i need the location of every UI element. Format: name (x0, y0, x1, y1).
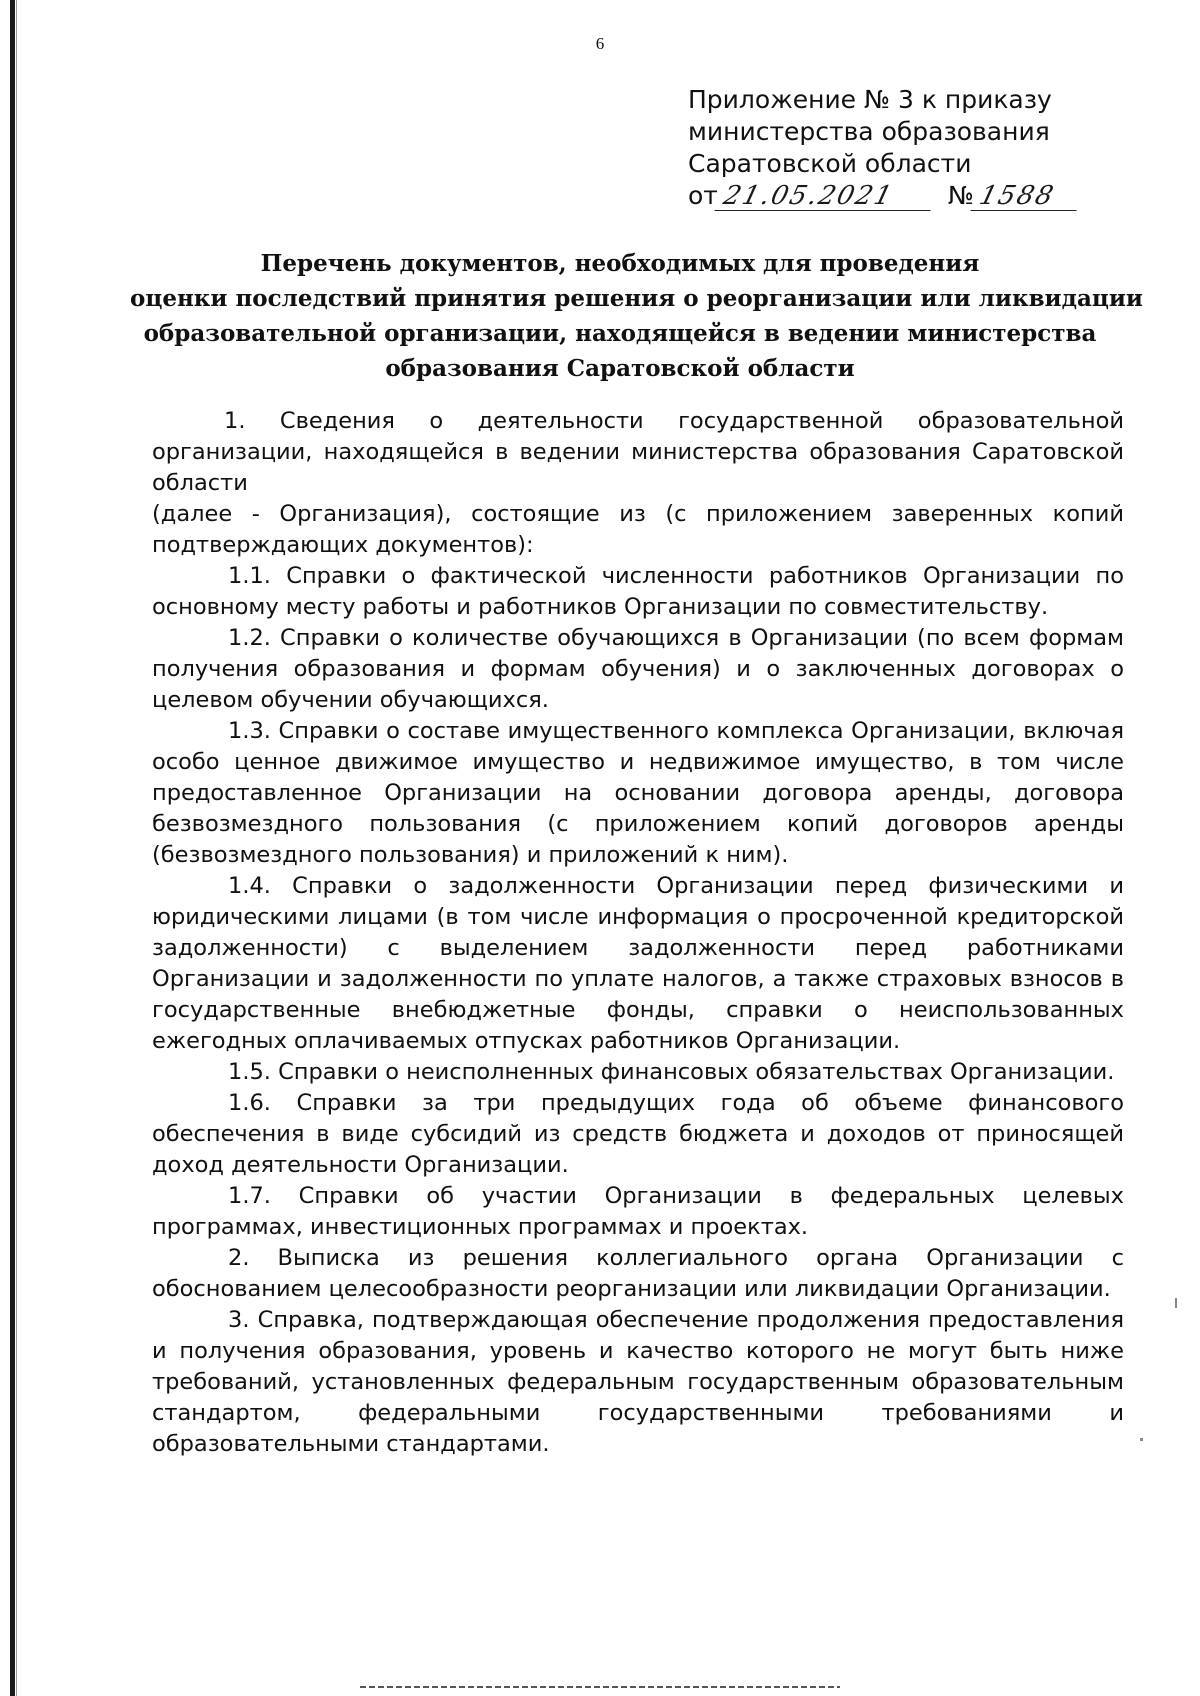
handwritten-date: 21.05.2021 (714, 182, 937, 211)
scan-bottom-artifact (360, 1686, 840, 1688)
handwritten-order-number: 1588 (970, 182, 1083, 211)
item-1-2: 1.2. Справки о количестве обучающихся в Организации (по всем формам получения образования и формам обучения) и о заключенных договорах о целевом обучении обучающихся. (152, 625, 1124, 713)
document-title (130, 246, 1143, 386)
item-1-continuation: (далее - Организация), состоящие из (с приложением заверенных копий подтверждающих документов): (152, 501, 1124, 558)
item-1-1: 1.1. Справки о фактической численности работников Организации по основному месту работы и работников Организации по совместительству. (152, 563, 1124, 620)
document-body (152, 406, 1124, 1460)
item-1: 1. Сведения о деятельности государственной образовательной организации, находящейся в ведении министерства образования Саратовской области (152, 408, 1124, 496)
title-line-1: Перечень документов, необходимых для проведения (260, 250, 980, 277)
item-1-4: 1.4. Справки о задолженности Организации перед физическими и юридическими лицами (в том числе информация о просроченной кредиторской задолженности) с выделением задолженности перед работниками Организации и задолженности по уплате налогов, а также страховых взносов в государственные внебюджетные фонды, справки о неиспользованных ежегодных оплачиваемых отпусках работников Организации. (152, 873, 1124, 1054)
number-prefix: № (947, 181, 974, 210)
appendix-block (688, 84, 1088, 216)
item-1-6: 1.6. Справки за три предыдущих года об объеме финансового обеспечения в виде субсидий из средств бюджета и доходов от приносящей доход деятельности Организации. (152, 1090, 1124, 1178)
appendix-line-2: министерства образования (688, 117, 1050, 146)
item-3: 3. Справка, подтверждающая обеспечение продолжения предоставления и получения образования, уровень и качество которого не могут быть ниже требований, установленных федеральным государственным образовательным стандартом, федеральными государственными требованиями и образовательными стандартами. (152, 1307, 1124, 1457)
title-line-2: оценки последствий принятия решения о реорганизации или ликвидации (130, 285, 1143, 312)
order-date-number-line (688, 180, 1088, 216)
scan-speck (1175, 1298, 1177, 1308)
item-1-5: 1.5. Справки о неисполненных финансовых обязательствах Организации. (228, 1059, 1115, 1085)
title-line-4: образования Саратовской области (385, 355, 855, 382)
scan-speck (1140, 1438, 1143, 1441)
date-prefix: от (688, 181, 718, 210)
item-1-3: 1.3. Справки о составе имущественного комплекса Организации, включая особо ценное движимое имущество и недвижимое имущество, в том числе предоставленное Организации на основании договора аренды, договора безвозмездного пользования (с приложением копий договоров аренды (безвозмездного пользования) и приложений к ним). (152, 718, 1124, 868)
item-1-7: 1.7. Справки об участии Организации в федеральных целевых программах, инвестиционных программах и проектах. (152, 1183, 1124, 1240)
title-line-3: образовательной организации, находящейся в ведении министерства (143, 320, 1097, 347)
page-number: 6 (595, 34, 605, 53)
appendix-line-3: Саратовской области (688, 149, 972, 178)
scan-edge (10, 0, 15, 1696)
appendix-line-1: Приложение № 3 к приказу (688, 85, 1052, 114)
item-2: 2. Выписка из решения коллегиального органа Организации с обоснованием целесообразности реорганизации или ликвидации Организации. (152, 1245, 1124, 1302)
scan-edge-shadow (16, 0, 17, 1696)
